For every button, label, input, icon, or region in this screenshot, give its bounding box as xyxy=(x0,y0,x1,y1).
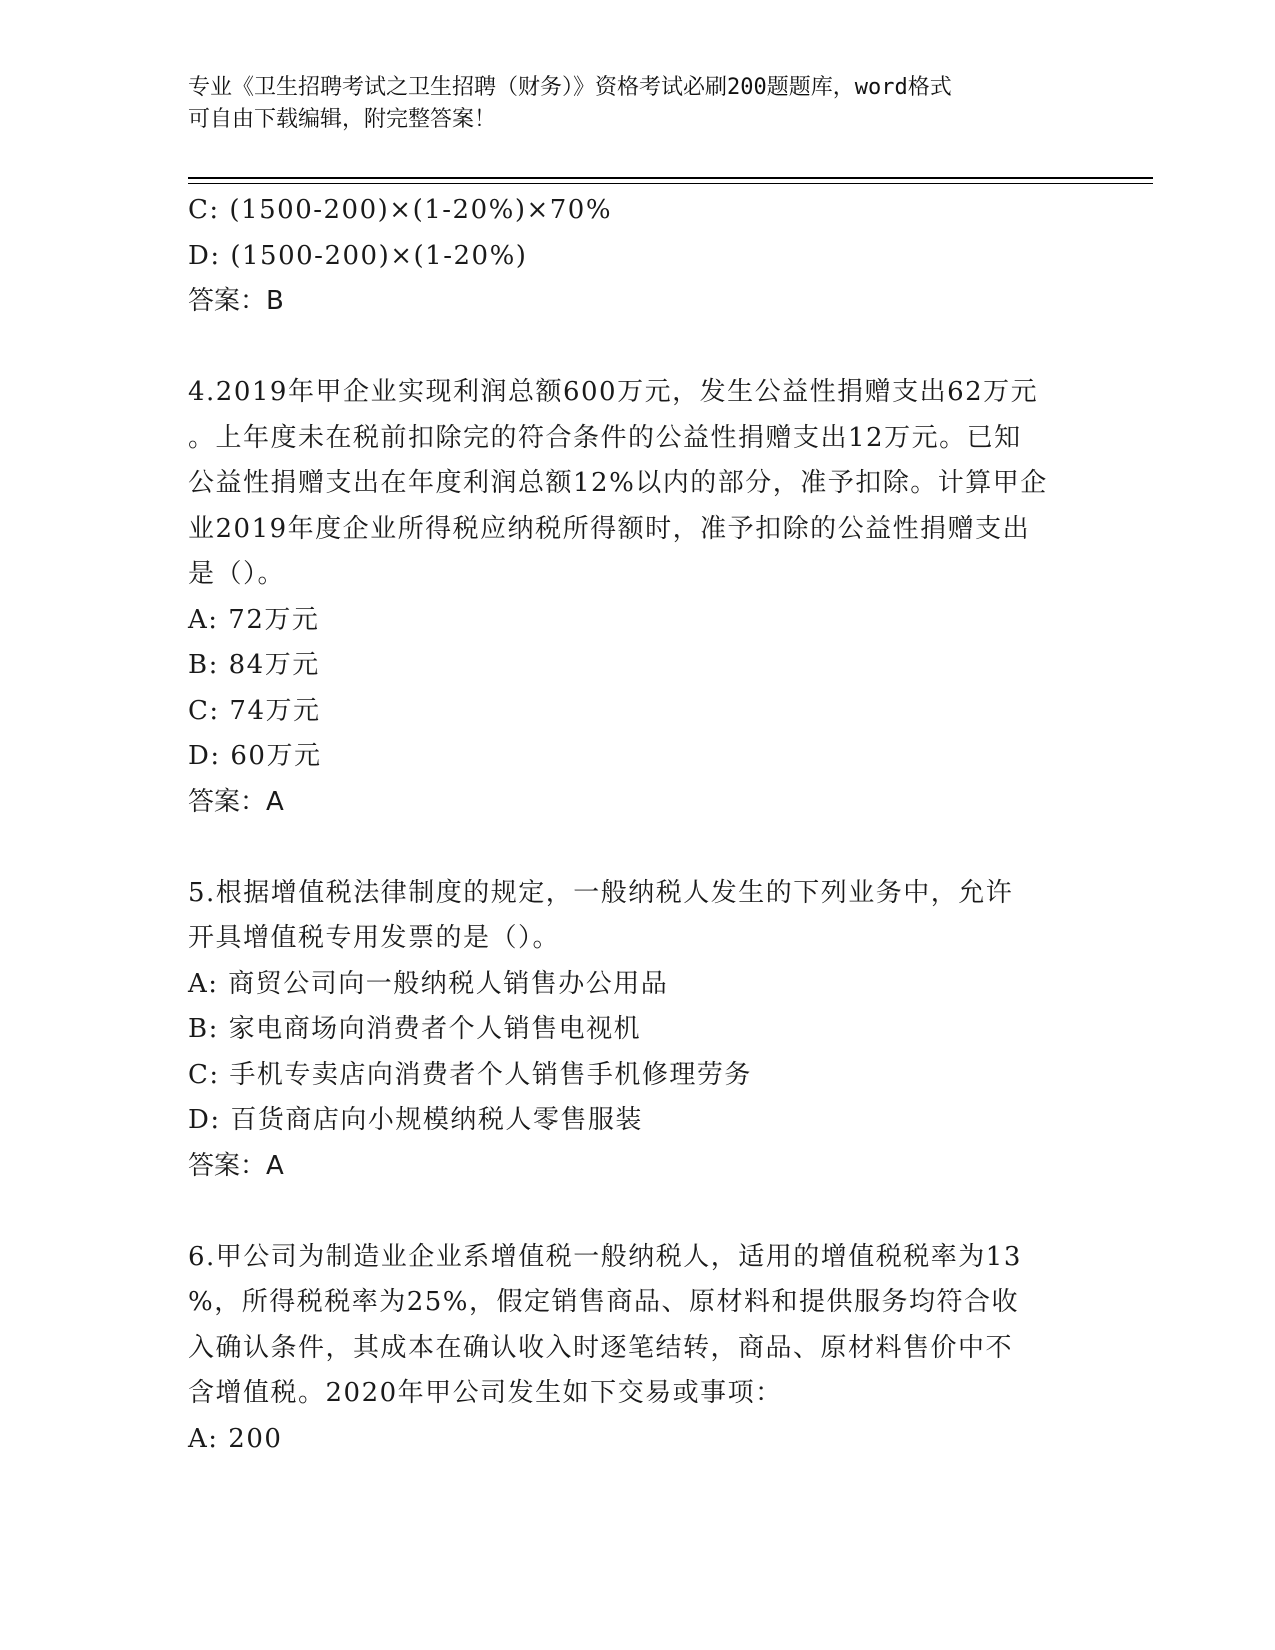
q4-stem-line-3: 公益性捐赠支出在年度利润总额12%以内的部分，准予扣除。计算甲企 xyxy=(188,468,1048,498)
spacer xyxy=(188,325,1088,371)
header-title-line-2: 可自由下载编辑，附完整答案！ xyxy=(188,107,497,132)
q5-option-a: A: 商贸公司向一般纳税人销售办公用品 xyxy=(188,968,669,999)
q4-option-a: A: 72万元 xyxy=(188,604,320,635)
q6-stem-line-1: 6.甲公司为制造业企业系增值税一般纳税人，适用的增值税税率为13 xyxy=(188,1241,1022,1272)
document-body xyxy=(188,188,1088,1462)
header-title-line-1: 专业《卫生招聘考试之卫生招聘（财务）》资格考试必刷200题题库，word格式 xyxy=(188,75,952,100)
spacer xyxy=(188,825,1088,871)
q3-option-c: C: (1500-200)×(1-20%)×70% xyxy=(188,195,613,225)
header-rule-thick xyxy=(188,177,1153,179)
q5-option-d: D: 百货商店向小规模纳税人零售服装 xyxy=(188,1105,643,1135)
q5-option-b: B: 家电商场向消费者个人销售电视机 xyxy=(188,1014,642,1044)
q6-stem-line-3: 入确认条件，其成本在确认收入时逐笔结转，商品、原材料售价中不 xyxy=(188,1332,1014,1363)
q4-option-c: C: 74万元 xyxy=(188,695,321,726)
q3-option-d: D: (1500-200)×(1-20%) xyxy=(188,240,528,271)
q6-stem-line-2: %，所得税税率为25%，假定销售商品、原材料和提供服务均符合收 xyxy=(188,1287,1019,1317)
q4-option-b: B: 84万元 xyxy=(188,650,320,680)
q4-stem-line-5: 是（）。 xyxy=(188,559,286,589)
q4-stem-line-2: 。上年度未在税前扣除完的符合条件的公益性捐赠支出12万元。已知 xyxy=(188,422,1022,453)
document-header xyxy=(188,72,1088,136)
spacer xyxy=(188,1189,1088,1235)
q4-stem-line-1: 4.2019年甲企业实现利润总额600万元，发生公益性捐赠支出62万元 xyxy=(188,377,1039,407)
q5-option-c: C: 手机专卖店向消费者个人销售手机修理劳务 xyxy=(188,1059,752,1090)
q4-answer: 答案：A xyxy=(188,786,284,817)
header-rule-thin xyxy=(188,183,1153,184)
q3-answer: 答案：B xyxy=(188,286,284,316)
q6-option-a: A: 200 xyxy=(188,1423,283,1454)
q5-answer: 答案：A xyxy=(188,1150,284,1181)
q5-stem-line-2: 开具增值税专用发票的是（）。 xyxy=(188,923,561,953)
q5-stem-line-1: 5.根据增值税法律制度的规定，一般纳税人发生的下列业务中，允许 xyxy=(188,877,1014,908)
q4-stem-line-4: 业2019年度企业所得税应纳税所得额时，准予扣除的公益性捐赠支出 xyxy=(188,513,1031,544)
q6-stem-line-4: 含增值税。2020年甲公司发生如下交易或事项： xyxy=(188,1378,783,1408)
q4-option-d: D: 60万元 xyxy=(188,741,322,771)
